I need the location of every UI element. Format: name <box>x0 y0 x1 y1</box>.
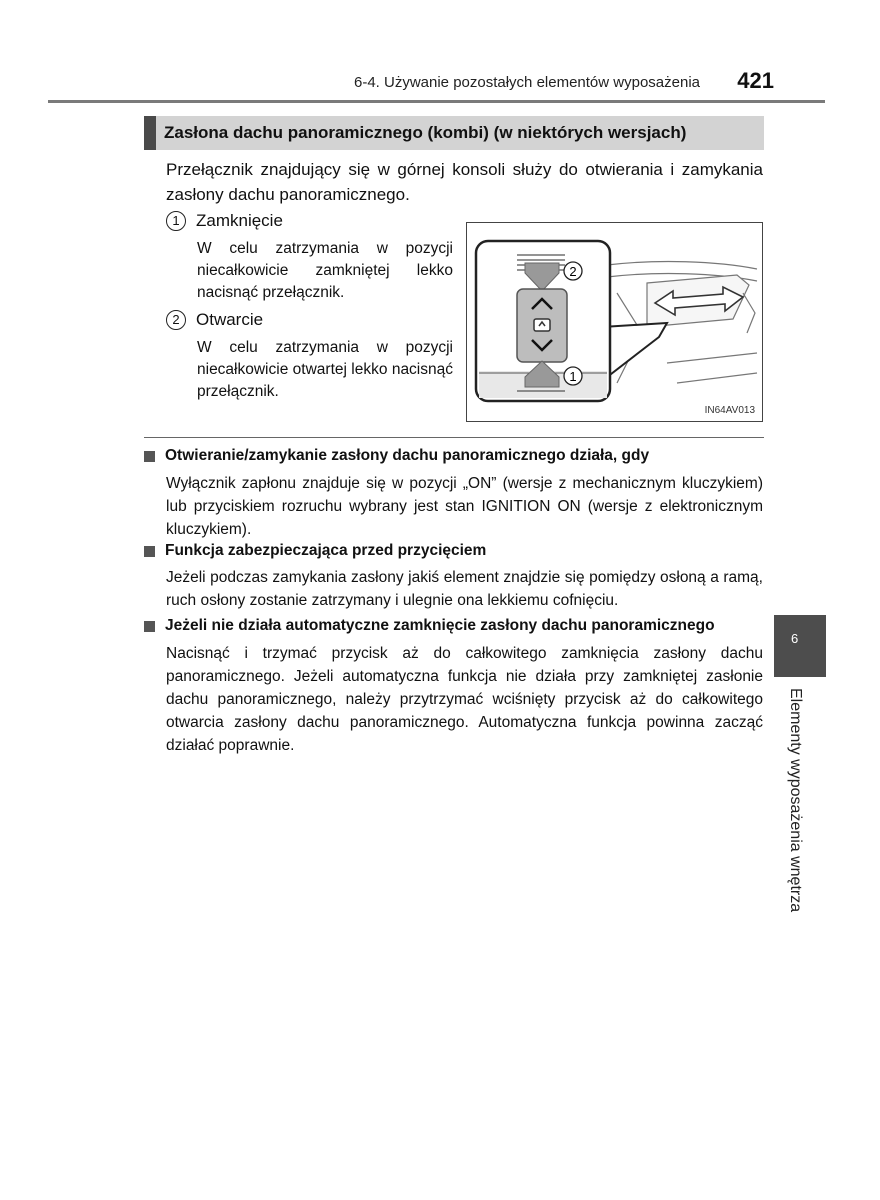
item-2-heading <box>166 310 263 330</box>
callout-2-label: 2 <box>569 264 577 279</box>
item-1-number: 1 <box>166 211 186 231</box>
car-interior-sketch <box>607 262 757 383</box>
note-1-heading <box>144 447 649 465</box>
note-2-heading <box>144 542 486 560</box>
section-title-bar <box>144 116 764 150</box>
section-intro: Przełącznik znajdujący się w górnej konsoli służy do otwierania i zamykania zasłony dachu panoramicznego. <box>166 160 763 204</box>
callout-1-label: 1 <box>569 369 577 384</box>
note-2-body: Jeżeli podczas zamykania zasłony jakiś element znajdzie się pomiędzy osłoną a ramą, ruch osłony zostanie zatrzymany i ulegnie ona lekkiemu cofnięciu. <box>166 569 763 609</box>
note-3-heading <box>144 617 715 635</box>
figure-code: IN64AV013 <box>704 405 755 416</box>
note-1-title: Otwieranie/zamykanie zasłony dachu panoramicznego działa, gdy <box>165 447 650 464</box>
square-bullet-icon <box>144 546 155 557</box>
square-bullet-icon <box>144 451 155 462</box>
item-1-description: W celu zatrzymania w pozycji niecałkowicie zamkniętej lekko nacisnąć przełącznik. <box>197 240 453 301</box>
item-1-title: Zamknięcie <box>196 211 283 230</box>
item-2-number: 2 <box>166 310 186 330</box>
page-number: 421 <box>737 68 774 93</box>
switch-illustration <box>466 222 763 422</box>
header-rule <box>48 100 825 103</box>
square-bullet-icon <box>144 621 155 632</box>
header-chapter: 6-4. Używanie pozostałych elementów wyposażenia <box>353 74 700 91</box>
switch-illustration-svg <box>467 223 762 421</box>
item-2-title: Otwarcie <box>196 310 264 329</box>
section-title: Zasłona dachu panoramicznego (kombi) (w niektórych wersjach) <box>164 123 687 142</box>
chapter-tab <box>774 615 826 677</box>
section-divider <box>144 437 764 438</box>
note-1-body: Wyłącznik zapłonu znajduje się w pozycji „ON” (wersje z mechanicznym kluczykiem) lub przyciskiem rozruchu wybrany jest stan IGNITION ON (wersje z elektronicznym kluczykiem). <box>166 475 763 538</box>
note-3-body: Nacisnąć i trzymać przycisk aż do całkowitego zamknięcia zasłony dachu panoramicznego. Jeżeli automatyczna funkcja nie działa przy zamkniętej zasłonie dachu panoramicznego, należy przytrzymać wciśnięty przycisk aż do całkowitego otwarcia zasłony dachu panoramicznego. Automatyczna funkcja powinna zacząć działać poprawnie. <box>166 645 763 754</box>
item-1-heading <box>166 211 283 231</box>
chapter-tab-label: Elementy wyposażenia wnętrza <box>787 688 804 913</box>
chapter-tab-number: 6 <box>791 631 799 646</box>
item-2-description: W celu zatrzymania w pozycji niecałkowicie otwartej lekko nacisnąć przełącznik. <box>197 339 453 400</box>
zoom-pointer <box>602 323 667 381</box>
note-2-title: Funkcja zabezpieczająca przed przycięciem <box>165 542 487 559</box>
note-3-title: Jeżeli nie działa automatyczne zamknięcie zasłony dachu panoramicznego <box>165 617 715 634</box>
